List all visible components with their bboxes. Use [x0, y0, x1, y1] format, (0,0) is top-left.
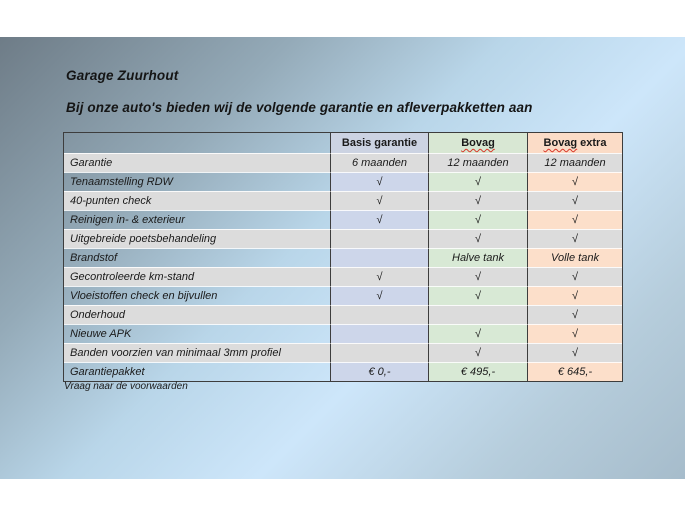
- header-cell-bovag: [428, 133, 527, 153]
- page-subtitle: Bij onze auto's bieden wij de volgende garantie en afleverpakketten aan: [66, 100, 533, 115]
- bovag-value-cell: √: [428, 191, 527, 210]
- row-label: Brandstof: [64, 248, 330, 267]
- page-title: Garage Zuurhout: [66, 68, 179, 83]
- bovag-extra-value-cell: √: [527, 305, 622, 324]
- row-label: Reinigen in- & exterieur: [64, 210, 330, 229]
- bovag-extra-value-cell: √: [527, 172, 622, 191]
- bovag-extra-value-cell: √: [527, 191, 622, 210]
- bovag-value-cell: √: [428, 267, 527, 286]
- bovag-extra-value-cell: √: [527, 343, 622, 362]
- bovag-value-cell: √: [428, 343, 527, 362]
- basis-price-cell: € 0,-: [330, 362, 428, 381]
- table-row-garantiepakket: [64, 362, 622, 381]
- bovag-extra-price-cell: € 645,-: [527, 362, 622, 381]
- table-row-tenaamstelling: [64, 172, 622, 191]
- row-label: Uitgebreide poetsbehandeling: [64, 229, 330, 248]
- header-label-bovag: Bovag: [461, 137, 495, 149]
- bovag-extra-value-cell: Volle tank: [527, 248, 622, 267]
- header-label-bovag-extra-word1: Bovag: [543, 137, 578, 149]
- bovag-extra-value-cell: √: [527, 267, 622, 286]
- bovag-value-cell: 12 maanden: [428, 153, 527, 172]
- bovag-extra-value-cell: √: [527, 286, 622, 305]
- basis-value-cell: [330, 229, 428, 248]
- bovag-value-cell: √: [428, 229, 527, 248]
- bovag-price-cell: € 495,-: [428, 362, 527, 381]
- table-row-banden: [64, 343, 622, 362]
- basis-value-cell: √: [330, 286, 428, 305]
- bovag-value-cell: √: [428, 210, 527, 229]
- row-label: Nieuwe APK: [64, 324, 330, 343]
- row-label: Garantie: [64, 153, 330, 172]
- table-row-reinigen: [64, 210, 622, 229]
- table-row-40-punten-check: [64, 191, 622, 210]
- basis-value-cell: √: [330, 267, 428, 286]
- basis-value-cell: [330, 305, 428, 324]
- warranty-packages-table: [63, 132, 623, 382]
- table-row-onderhoud: [64, 305, 622, 324]
- bovag-value-cell: √: [428, 286, 527, 305]
- header-cell-bovag-extra: [527, 133, 622, 153]
- row-label: Garantiepakket: [64, 362, 330, 381]
- bovag-extra-value-cell: √: [527, 229, 622, 248]
- bovag-value-cell: √: [428, 324, 527, 343]
- bovag-extra-value-cell: √: [527, 324, 622, 343]
- bovag-value-cell: √: [428, 172, 527, 191]
- header-label-basis: Basis garantie: [341, 137, 418, 149]
- table-row-brandstof: [64, 248, 622, 267]
- basis-value-cell: 6 maanden: [330, 153, 428, 172]
- basis-value-cell: √: [330, 210, 428, 229]
- row-label: Tenaamstelling RDW: [64, 172, 330, 191]
- row-label: Onderhoud: [64, 305, 330, 324]
- row-label: Vloeistoffen check en bijvullen: [64, 286, 330, 305]
- footnote: Vraag naar de voorwaarden: [64, 381, 188, 392]
- basis-value-cell: [330, 324, 428, 343]
- basis-value-cell: [330, 248, 428, 267]
- basis-value-cell: [330, 343, 428, 362]
- row-label: 40-punten check: [64, 191, 330, 210]
- basis-value-cell: √: [330, 191, 428, 210]
- table-row-km-stand: [64, 267, 622, 286]
- row-label: Gecontroleerde km-stand: [64, 267, 330, 286]
- bovag-value-cell: Halve tank: [428, 248, 527, 267]
- row-label: Banden voorzien van minimaal 3mm profiel: [64, 343, 330, 362]
- table-row-garantie: [64, 153, 622, 172]
- bovag-value-cell: [428, 305, 527, 324]
- table-row-vloeistoffen: [64, 286, 622, 305]
- header-cell-basis: [330, 133, 428, 153]
- table-row-poetsbehandeling: [64, 229, 622, 248]
- header-label-bovag-extra-word2: extra: [580, 137, 607, 149]
- header-cell-empty: [64, 133, 330, 153]
- basis-value-cell: √: [330, 172, 428, 191]
- slide-background: [0, 37, 685, 479]
- bovag-extra-value-cell: √: [527, 210, 622, 229]
- table-row-nieuwe-apk: [64, 324, 622, 343]
- table-header-row: [64, 133, 622, 153]
- bovag-extra-value-cell: 12 maanden: [527, 153, 622, 172]
